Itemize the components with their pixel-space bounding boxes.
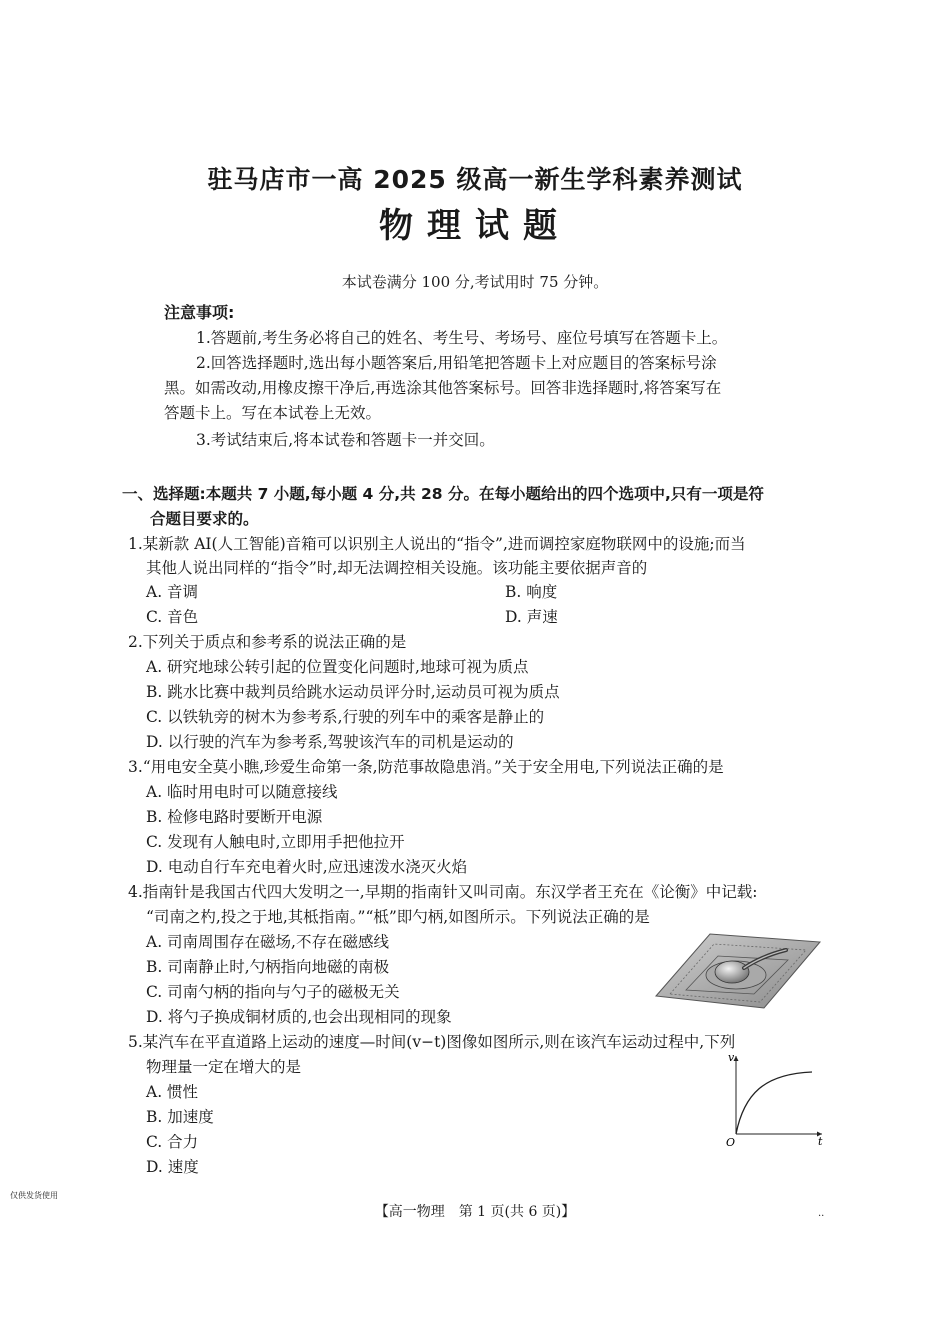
q4-option-d: D. 将勺子换成铜材质的,也会出现相同的现象 xyxy=(146,1008,452,1026)
q2-option-b: B. 跳水比赛中裁判员给跳水运动员评分时,运动员可视为质点 xyxy=(146,683,560,701)
velocity-curve xyxy=(736,1072,812,1134)
exam-title: 驻马店市一高 2025 级高一新生学科素养测试 xyxy=(207,165,743,194)
q3-option-a: A. 临时用电时可以随意接线 xyxy=(146,783,338,801)
q4-option-b: B. 司南静止时,勺柄指向地磁的南极 xyxy=(146,958,390,976)
q4-option-c: C. 司南勺柄的指向与勺子的磁极无关 xyxy=(146,983,400,1001)
side-note: 仅供发货使用 xyxy=(10,1191,58,1200)
q1-option-a: A. 音调 xyxy=(146,583,199,601)
t-axis-label: t xyxy=(818,1135,823,1148)
notice-line: 2.回答选择题时,选出每小题答案后,用铅笔把答题卡上对应题目的答案标号涂 xyxy=(196,354,717,372)
q2-option-d: D. 以行驶的汽车为参考系,驾驶该汽车的司机是运动的 xyxy=(146,733,514,751)
footer-dots: .. xyxy=(818,1208,825,1219)
q2-option-a: A. 研究地球公转引起的位置变化问题时,地球可视为质点 xyxy=(146,658,529,676)
q5-option-b: B. 加速度 xyxy=(146,1108,214,1126)
q5-option-d: D. 速度 xyxy=(146,1158,199,1176)
spoon-bowl xyxy=(715,961,749,983)
notice-line: 答题卡上。写在本试卷上无效。 xyxy=(164,404,382,422)
question-2-stem: 2.下列关于质点和参考系的说法正确的是 xyxy=(128,633,407,651)
q5-option-c: C. 合力 xyxy=(146,1133,199,1151)
question-1-stem-cont: 其他人说出同样的“指令”时,却无法调控相关设施。该功能主要依据声音的 xyxy=(146,559,648,577)
subject-title: 物理试题 xyxy=(379,206,571,246)
notice-heading: 注意事项: xyxy=(164,303,235,322)
q3-option-b: B. 检修电路时要断开电源 xyxy=(146,808,323,826)
q2-option-c: C. 以铁轨旁的树木为参考系,行驶的列车中的乘客是静止的 xyxy=(146,708,545,726)
q3-option-c: C. 发现有人触电时,立即用手把他拉开 xyxy=(146,833,405,851)
velocity-time-graph xyxy=(722,1050,828,1148)
question-5-stem: 5.某汽车在平直道路上运动的速度—时间(v−t)图像如图所示,则在该汽车运动过程中,下列 xyxy=(128,1033,736,1051)
origin-label: O xyxy=(726,1136,736,1148)
q4-option-a: A. 司南周围存在磁场,不存在磁感线 xyxy=(146,933,389,951)
notice-line: 3.考试结束后,将本试卷和答题卡一并交回。 xyxy=(196,431,495,449)
q1-option-b: B. 响度 xyxy=(505,583,558,601)
sinan-spoon-figure xyxy=(652,928,824,1010)
section-heading: 一、选择题:本题共 7 小题,每小题 4 分,共 28 分。在每小题给出的四个选项中,只有一项是符 xyxy=(122,485,764,503)
question-3-stem: 3.“用电安全莫小瞧,珍爱生命第一条,防范事故隐患消。”关于安全用电,下列说法正确的是 xyxy=(128,758,724,776)
q1-option-c: C. 音色 xyxy=(146,608,199,626)
exam-intro: 本试卷满分 100 分,考试用时 75 分钟。 xyxy=(341,273,609,291)
page-footer: 【高一物理 第 1 页(共 6 页)】 xyxy=(374,1204,576,1220)
question-5-stem-cont: 物理量一定在增大的是 xyxy=(146,1058,302,1076)
section-heading-cont: 合题目要求的。 xyxy=(150,510,259,528)
q5-option-a: A. 惯性 xyxy=(146,1083,199,1101)
question-4-stem: 4.指南针是我国古代四大发明之一,早期的指南针又叫司南。东汉学者王充在《论衡》中记载: xyxy=(128,883,758,901)
notice-line: 黑。如需改动,用橡皮擦干净后,再选涂其他答案标号。回答非选择题时,将答案写在 xyxy=(164,379,722,397)
q3-option-d: D. 电动自行车充电着火时,应迅速泼水浇灭火焰 xyxy=(146,858,468,876)
v-axis-label: v xyxy=(728,1051,735,1064)
question-1-stem: 1.某新款 AI(人工智能)音箱可以识别主人说出的“指令”,进而调控家庭物联网中的设施;而当 xyxy=(128,535,746,553)
question-4-stem-cont: “司南之杓,投之于地,其柢指南。”“柢”即勺柄,如图所示。下列说法正确的是 xyxy=(146,908,650,926)
q1-option-d: D. 声速 xyxy=(505,608,558,626)
notice-line: 1.答题前,考生务必将自己的姓名、考生号、考场号、座位号填写在答题卡上。 xyxy=(196,329,728,347)
